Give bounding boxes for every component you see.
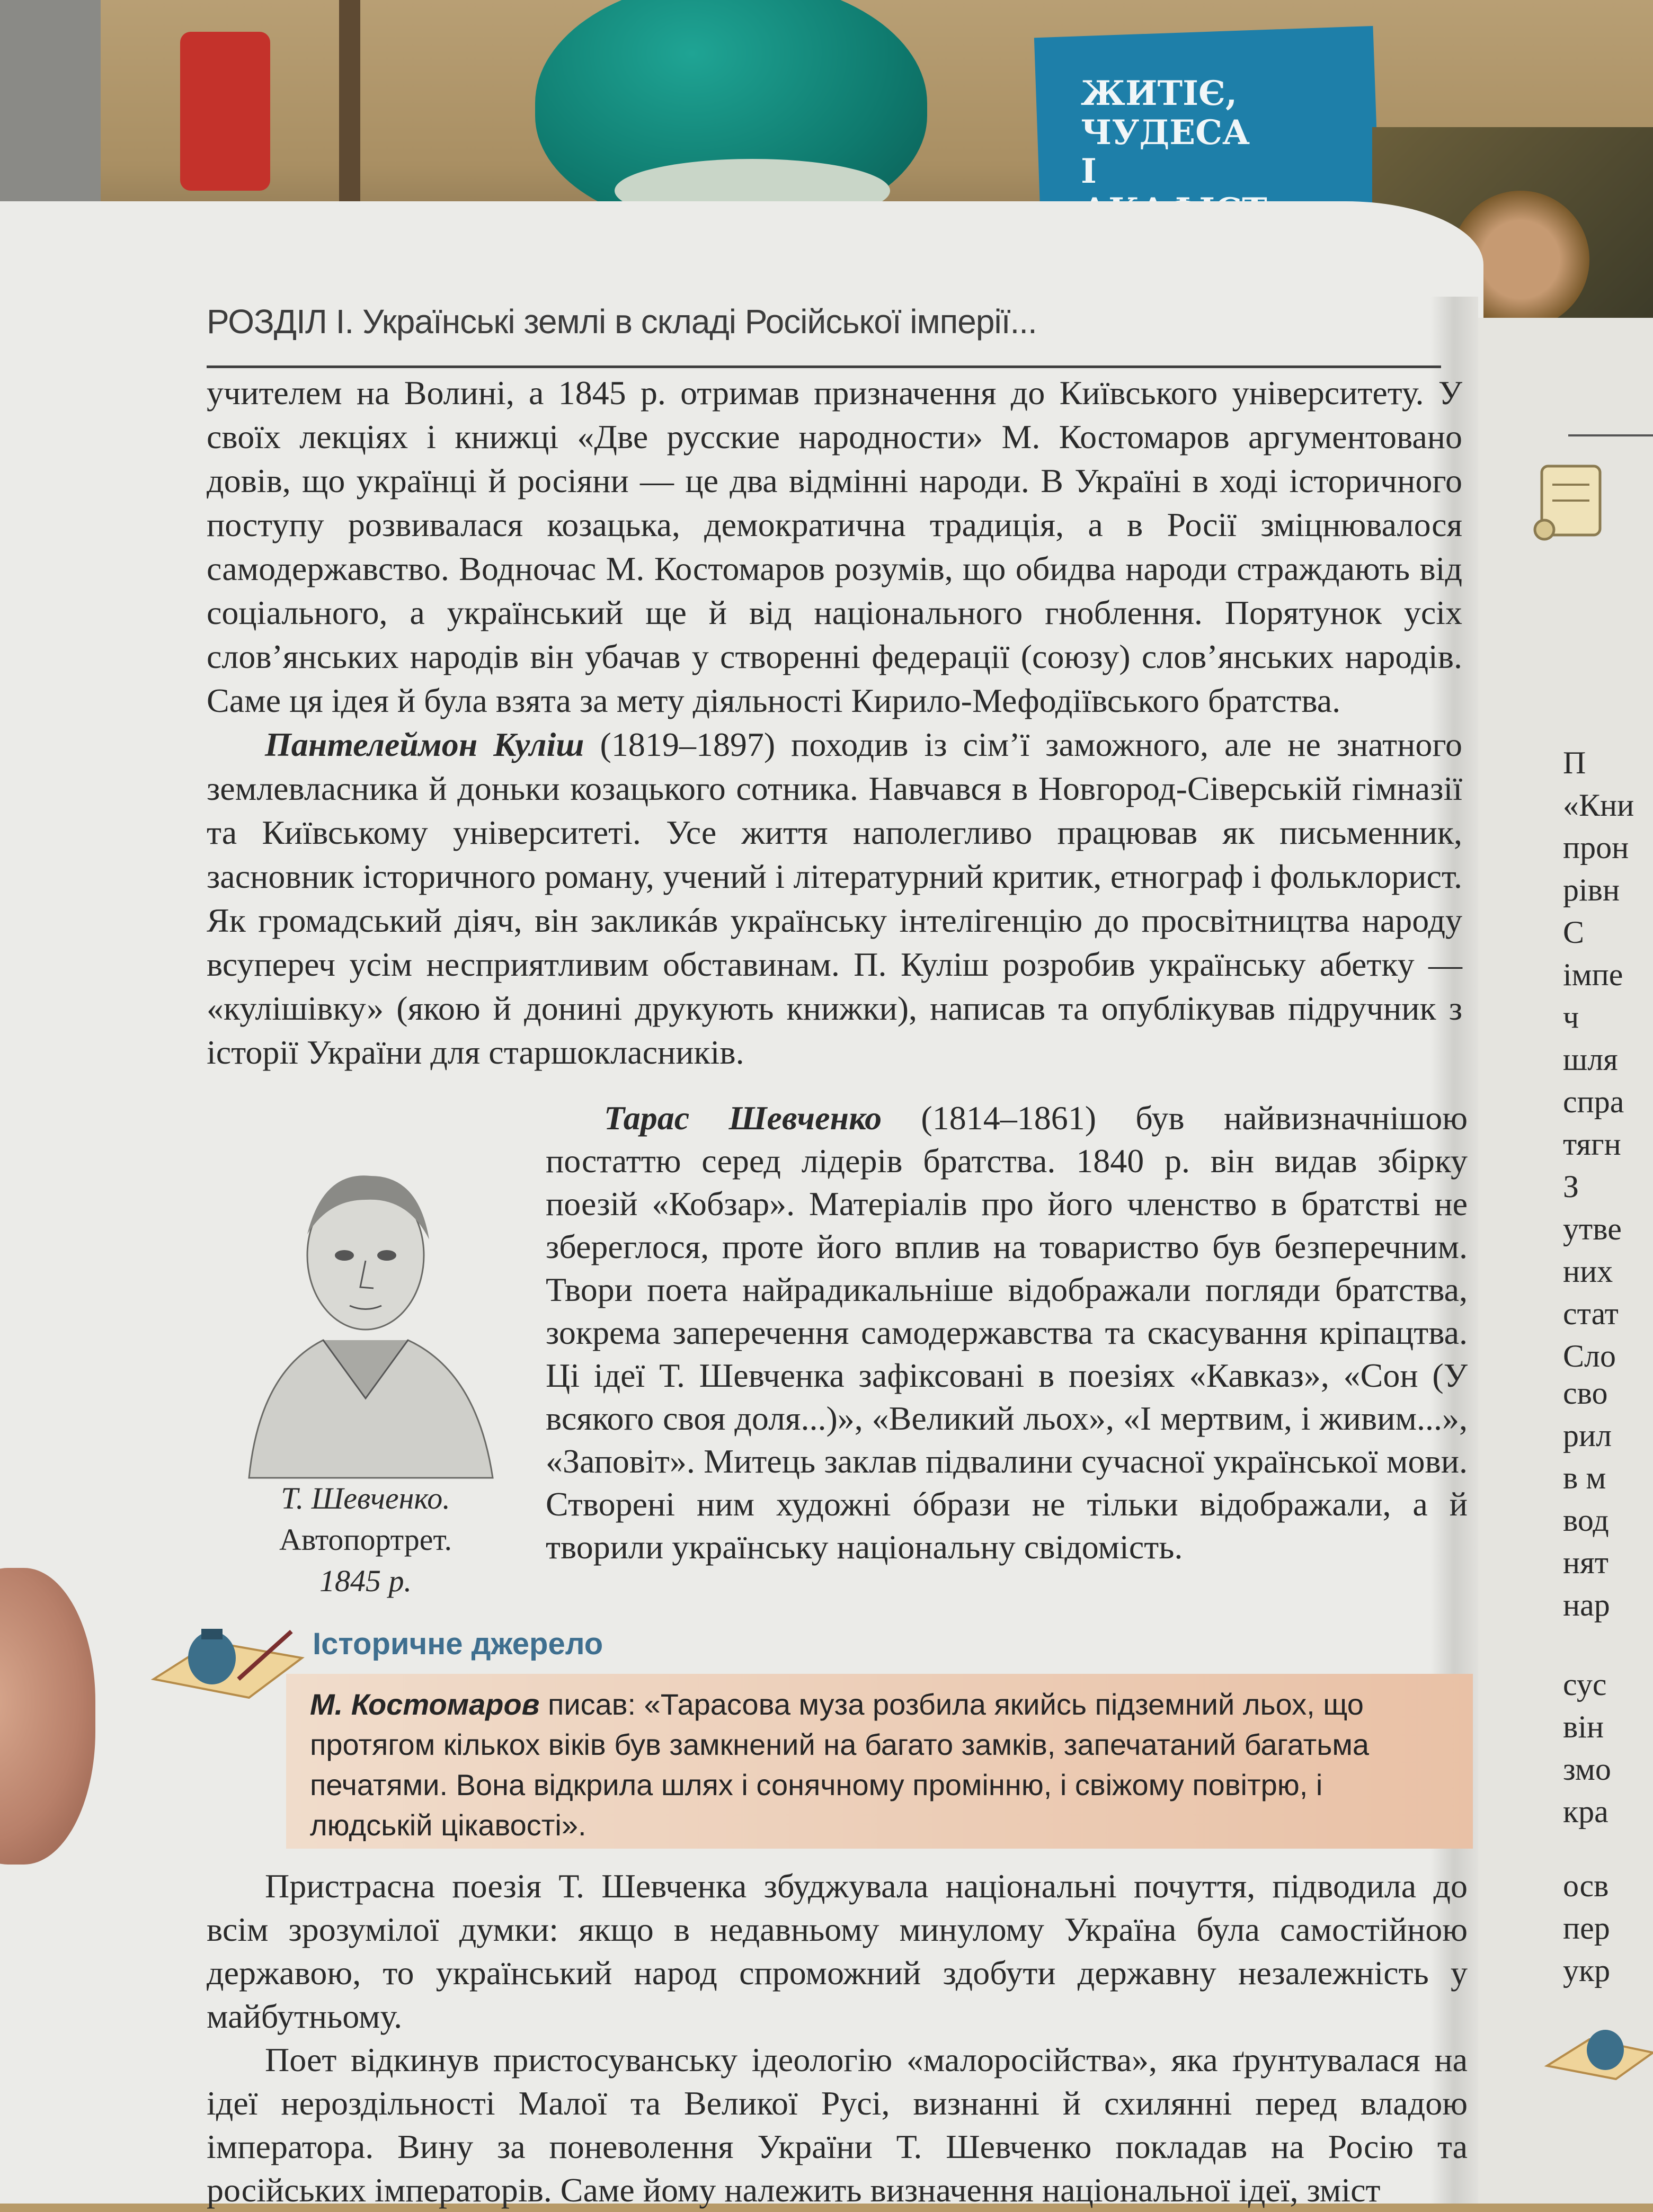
inkwell-scroll-icon <box>148 1610 307 1700</box>
shevchenko-name: Тарас Шевченко <box>604 1099 882 1137</box>
facing-page-lines-low: сус він змо кра <box>1563 1667 1611 1829</box>
facing-page-lines-bottom: осв пер укр <box>1563 1868 1611 1988</box>
header-rule <box>207 365 1441 368</box>
background-ruler <box>0 0 101 201</box>
source-author: М. Костомаров <box>310 1688 540 1721</box>
facing-page-rule <box>1568 434 1653 436</box>
paragraph-national-feelings: Пристрасна поезія Т. Шевченка збуджувала національні почуття, підводила до всім зрозумілої думки: якщо в недавньому минулому Україна була самостійною державою, то український народ спроможний здобути державну незалежність у майбутньому. <box>207 1867 1468 2035</box>
caption-year: 1845 р. <box>319 1564 412 1598</box>
kulish-text: (1819–1897) походив із сім’ї заможного, але не знатного землевласника й доньки козацького сотника. Навчався в Новгород-Сіверській гімназії та Київському університеті. Усе життя наполегливо працював як письменник, засновник історичного роману, учений і літературний критик, етнограф і фольклорист. Як громадський діяч, він закликáв українську інтелігенцію до просвітництва народу всупереч усім несприятливим обставинам. П. Куліш розробив українську абетку — «кулішівку» (якою й донині друкують книжки), написав та опублікував підручник з історії України для старшокласників. <box>207 726 1462 1071</box>
shevchenko-text: (1814–1861) був найвизначнішою постаттю серед лідерів братства. 1840 р. він видав збірку поезій «Кобзар». Матеріалів про його членство в братстві не збереглося, проте його вплив на товариство був безперечним. Твори поета найрадикальніше відображали погляди братства, зокрема заперечення самодержавства та скасування кріпацтва. Ці ідеї Т. Шевченка зафіксовані в поезіях «Кавказ», «Сон (У всякого своя доля...)», «Великий льох», «І мертвим, і живим...», «Заповіт». Митець заклав підвалини сучасної української мови. Створені ним художні óбрази не тільки відображали, а й творили українську національну свідомість. <box>546 1099 1468 1566</box>
closing-text <box>207 1865 1468 2212</box>
running-header: РОЗДІЛ І. Українські землі в складі Російської імперії... <box>207 302 1037 341</box>
kulish-name: Пантелеймон Куліш <box>265 726 584 763</box>
caption-kind: Автопортрет. <box>279 1522 452 1557</box>
scroll-icon <box>1521 456 1616 546</box>
paragraph-maloros: Поет відкинув пристосуванську ідеологію «малоросійства», яка ґрунтувалася на ідеї нероздільності Малої та Великої Русі, визнанні й схилянні перед владою імператора. Вину за поневолення України Т. Шевченко покладав на Росію та російських імператорів. Саме йому належить визначення національної ідеї, зміст <box>207 2041 1468 2209</box>
paragraph-kulish <box>207 723 1462 1074</box>
caption-name: Т. Шевченко. <box>281 1481 450 1515</box>
main-text-block <box>207 371 1462 1074</box>
source-title: Історичне джерело <box>313 1627 603 1661</box>
source-quote <box>310 1684 1449 1845</box>
background-red-object <box>180 32 270 191</box>
facing-page-lines-top: П «Кни прон рівн С імпе ч шля спра тягн З утве них стат Сло <box>1563 745 1634 1373</box>
background-wood-bar <box>339 0 360 212</box>
shevchenko-portrait <box>217 1149 514 1483</box>
paragraph-kostomarov: учителем на Волині, а 1845 р. отримав призначення до Київського університету. У своїх лекціях і книжці «Две русские народности» М. Костомаров аргументовано довів, що українці й росіяни — це два відмінні народи. В Україні в ході історичного поступу розвивалася козацька, демократична традиція, а в Росії зміцнювалося самодержавство. Водночас М. Костомаров розумів, що обидва народи страждають від соціального, а український ще й від національного гноблення. Порятунок усіх слов’янських народів він убачав у створенні федерації (союзу) слов’янських народів. Саме ця ідея й була взята за мету діяльності Кирило-Мефодіївського братства. <box>207 374 1462 719</box>
facing-inkwell-icon <box>1542 2023 1653 2082</box>
background-book-title: ЖИТІЄ, ЧУДЕСА І <box>1081 74 1250 192</box>
facing-page-lines-mid: сво рил в м вод нят нар <box>1563 1376 1612 1622</box>
portrait-caption <box>228 1478 503 1602</box>
shevchenko-column <box>546 1096 1468 1568</box>
paragraph-shevchenko <box>546 1096 1468 1568</box>
source-text: писав: «Тарасова муза розбила якийсь підземний льох, що протягом кількох віків був замкнений на багато замків, запечатаний багатьма печатями. Вона відкрила шлях і сонячному промінню, і свіжому повітрю, і людській цікавості». <box>310 1688 1370 1842</box>
